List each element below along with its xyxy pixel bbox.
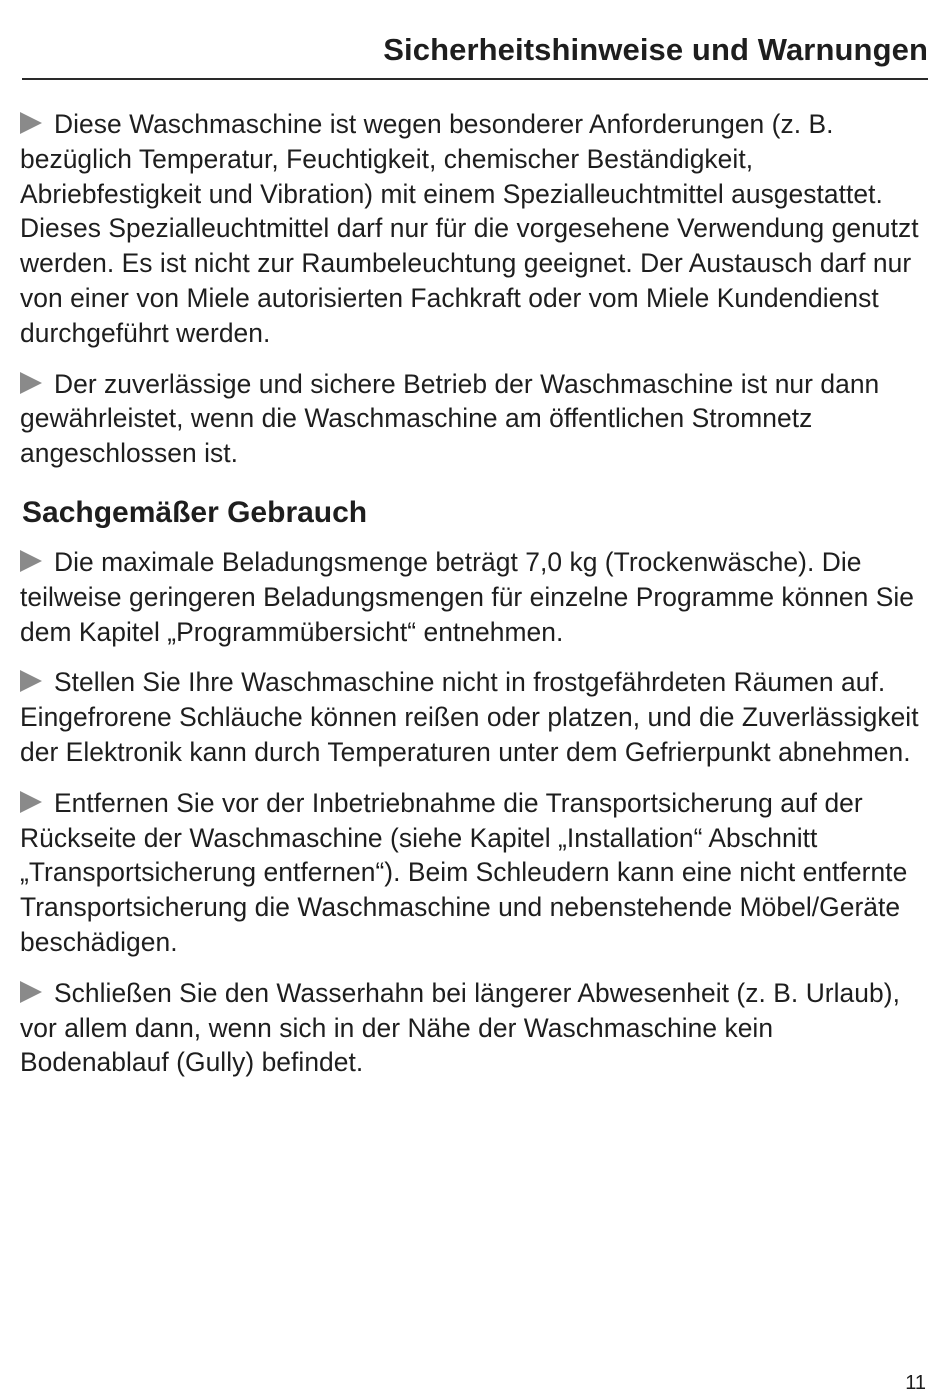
triangle-right-icon — [20, 112, 42, 134]
usage-note-frost — [20, 665, 928, 769]
paragraph-text: Schließen Sie den Wasserhahn bei längerer Abwesenheit (z. B. Urlaub), vor allem dann, wenn sich in der Nähe der Waschmaschine kein Bodenablauf (Gully) befindet. — [20, 977, 900, 1078]
triangle-right-icon — [20, 550, 42, 572]
section-heading: Sachgemäßer Gebrauch — [22, 495, 368, 529]
usage-note-water-tap — [20, 976, 928, 1080]
paragraph-text: Stellen Sie Ihre Waschmaschine nicht in frostgefährdeten Räumen auf. Eingefrorene Schläuche können reißen oder platzen, und die Zuverlässigkeit der Elektronik kann durch Temperaturen unter dem Gefrierpunkt abnehmen. — [20, 667, 919, 767]
page-number: 11 — [905, 1372, 926, 1394]
paragraph-text: Die maximale Beladungsmenge beträgt 7,0 kg (Trockenwäsche). Die teilweise geringeren Beladungsmengen für einzelne Programme können Sie dem Kapitel „Programmübersicht“ entnehmen. — [20, 546, 914, 647]
triangle-right-icon — [20, 372, 42, 394]
document-body — [20, 107, 928, 1096]
paragraph-text: Der zuverlässige und sichere Betrieb der Waschmaschine ist nur dann gewährleistet, wenn die Waschmaschine am öffentlichen Stromnetz angeschlossen ist. — [20, 368, 880, 469]
safety-note-power-grid — [20, 367, 928, 471]
safety-note-light-source — [20, 107, 928, 351]
triangle-right-icon — [20, 981, 42, 1003]
usage-note-max-load — [20, 545, 928, 649]
page-header — [22, 0, 928, 80]
triangle-right-icon — [20, 670, 42, 692]
triangle-right-icon — [20, 791, 42, 813]
paragraph-text: Diese Waschmaschine ist wegen besonderer Anforderungen (z. B. bezüglich Temperatur, Feuchtigkeit, chemischer Beständigkeit, Abriebfestigkeit und Vibration) mit einem Spezialleuchtmittel ausgestattet. Dieses Spezialleuchtmittel darf nur für die vorgesehene Verwendung genutzt werden. Es ist nicht zur Raumbeleuchtung geeignet. Der Austausch darf nur von einer von Miele autorisierten Fachkraft oder vom Miele Kundendienst durchgeführt werden. — [20, 109, 919, 348]
paragraph-text: Entfernen Sie vor der Inbetriebnahme die Transportsicherung auf der Rückseite der Waschmaschine (siehe Kapitel „Installation“ Abschnitt „Transportsicherung entfernen“). Beim Schleudern kann eine nicht entfernte Transportsicherung die Waschmaschine und nebenstehende Möbel/Geräte beschädigen. — [20, 787, 908, 957]
usage-note-transport-lock — [20, 786, 928, 960]
page-title: Sicherheitshinweise und Warnungen — [383, 32, 928, 67]
